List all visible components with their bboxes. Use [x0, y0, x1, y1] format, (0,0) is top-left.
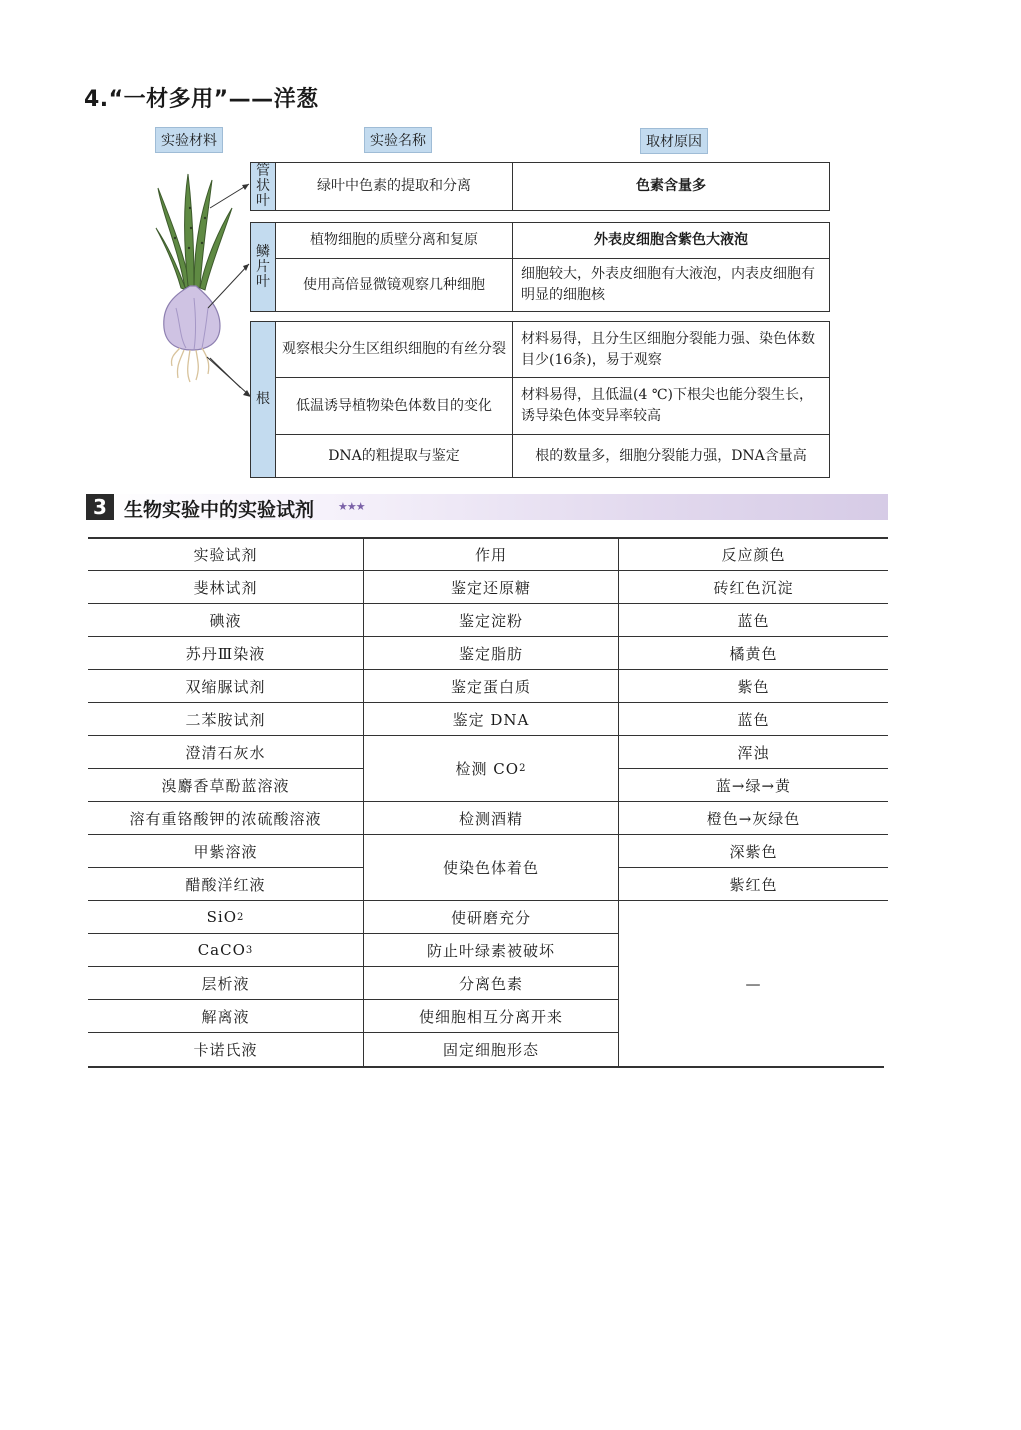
exp-name-2: 植物细胞的质壁分离和复原	[310, 232, 478, 248]
section-3-title: 生物实验中的实验试剂	[124, 499, 315, 521]
reagent-cell: 二苯胺试剂	[185, 710, 266, 729]
exp-name-4: 观察根尖分生区组织细胞的有丝分裂	[282, 341, 506, 357]
group-tubular-leaf	[250, 162, 830, 211]
exp-name-3: 使用高倍显微镜观察几种细胞	[303, 276, 485, 293]
header-reason: 取材原因	[640, 128, 708, 154]
use-text: 检测 CO	[455, 760, 520, 778]
color-cell: 橙色→灰绿色	[706, 809, 801, 828]
color-cell: 蓝→绿→黄	[715, 776, 792, 795]
reagent-cell: 卡诺氏液	[193, 1041, 258, 1059]
group-root	[250, 321, 830, 478]
color-cell: 紫红色	[729, 875, 778, 894]
use-cell: 鉴定还原糖	[450, 578, 531, 597]
color-cell: 橘黄色	[729, 644, 778, 663]
reagent-cell: 解离液	[201, 1007, 250, 1026]
reagent-cell: 溴麝香草酚蓝溶液	[161, 776, 290, 795]
section-number: 3	[86, 494, 114, 520]
use-cell: 使细胞相互分离开来	[418, 1007, 563, 1026]
exp-reason-3: 细胞较大，外表皮细胞有大液泡，内表皮细胞有明显的细胞核	[521, 266, 815, 303]
exp-reason-1: 色素含量多	[636, 178, 706, 194]
color-cell: 砖红色沉淀	[713, 578, 794, 597]
subscript: 3	[245, 944, 254, 956]
color-cell: 蓝色	[737, 710, 770, 729]
use-cell	[364, 736, 618, 801]
subscript: 2	[237, 911, 245, 923]
col-header-use: 作用	[474, 546, 507, 564]
exp-name-6: DNA的粗提取与鉴定	[328, 447, 460, 464]
reagent-text: CaCO	[197, 941, 246, 959]
color-cell: 紫色	[737, 677, 770, 696]
use-cell: 检测酒精	[458, 809, 523, 828]
arrow-to-root-icon	[205, 355, 255, 405]
exp-reason-2: 外表皮细胞含紫色大液泡	[594, 232, 748, 248]
col-header-reagent: 实验试剂	[193, 546, 258, 564]
reagent-cell	[88, 934, 363, 966]
label-tubular-leaf-text: 管状叶	[256, 163, 270, 209]
reagent-cell: 双缩脲试剂	[185, 677, 266, 696]
use-cell: 使研磨充分	[450, 908, 531, 927]
reagent-cell	[88, 901, 363, 933]
use-cell: 分离色素	[458, 974, 523, 993]
exp-reason-5: 材料易得，且低温(4 ℃)下根尖也能分裂生长，诱导染色体变异率较高	[521, 387, 813, 424]
exp-reason-6: 根的数量多，细胞分裂能力强，DNA含量高	[535, 447, 807, 464]
reagent-cell: 层析液	[201, 974, 250, 993]
use-cell: 固定细胞形态	[442, 1041, 539, 1059]
color-cell-dash: —	[745, 974, 762, 993]
reagent-cell: 碘液	[209, 611, 242, 630]
exp-name-1: 绿叶中色素的提取和分离	[317, 178, 471, 194]
label-scale-leaf-text: 鳞片叶	[256, 243, 270, 290]
reagent-cell: 澄清石灰水	[185, 743, 266, 762]
reagent-cell: 醋酸洋红液	[185, 875, 266, 894]
subscript: 2	[519, 763, 527, 774]
difficulty-stars-icon: ★★★	[338, 500, 365, 513]
section-3-banner	[86, 494, 888, 520]
label-scale-leaf	[251, 223, 275, 311]
exp-reason-4: 材料易得，且分生区细胞分裂能力强、染色体数目少(16条)，易于观察	[521, 330, 815, 368]
reagent-cell: 溶有重铬酸钾的浓硫酸溶液	[129, 809, 322, 828]
col-header-color: 反应颜色	[721, 546, 786, 564]
reagent-text: SiO	[206, 908, 237, 926]
label-root-text: 根	[256, 391, 270, 407]
use-cell: 鉴定脂肪	[458, 644, 523, 663]
use-cell: 使染色体着色	[442, 859, 539, 877]
label-root	[251, 322, 275, 477]
header-material: 实验材料	[155, 127, 223, 153]
use-cell: 鉴定 DNA	[452, 710, 530, 729]
color-cell: 蓝色	[737, 611, 770, 630]
use-cell: 防止叶绿素被破坏	[426, 941, 555, 960]
group-scale-leaf	[250, 222, 830, 312]
color-cell: 浑浊	[737, 743, 770, 762]
label-tubular-leaf	[251, 163, 275, 210]
exp-name-5: 低温诱导植物染色体数目的变化	[296, 397, 492, 414]
reagent-cell: 苏丹Ⅲ染液	[185, 644, 266, 663]
reagent-table	[88, 537, 888, 1068]
reagent-cell: 甲紫溶液	[193, 842, 258, 861]
reagent-cell: 斐林试剂	[193, 578, 258, 597]
use-cell: 鉴定淀粉	[458, 611, 523, 630]
use-cell: 鉴定蛋白质	[450, 677, 531, 696]
color-cell: 深紫色	[729, 842, 778, 861]
header-experiment-name: 实验名称	[364, 127, 432, 153]
section-4-title: 4.“一材多用”——洋葱	[84, 87, 319, 112]
